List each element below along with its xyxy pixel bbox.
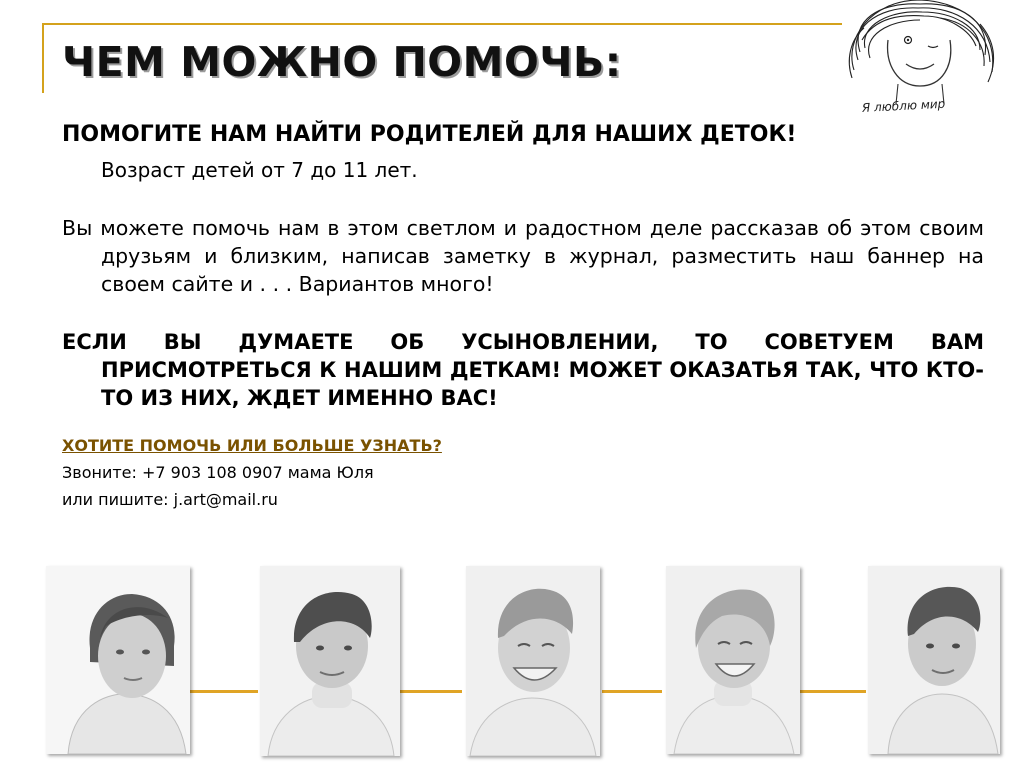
connector-line: [400, 690, 462, 693]
frame-top-line: [42, 23, 842, 25]
slide-content: [62, 120, 984, 512]
connector-line: [602, 690, 662, 693]
child-photo-2: [260, 566, 400, 756]
help-paragraph: Вы можете помочь нам в этом светлом и радостном деле рассказав об этом своим друзьям и близким, написав заметку в журнал, разместить наш баннер на своем сайте и . . . Вариантов много!: [62, 216, 984, 296]
child-photo-4: [666, 566, 800, 754]
phone-line: Звоните: +7 903 108 0907 мама Юля: [62, 463, 374, 482]
age-note: Возраст детей от 7 до 11 лет.: [101, 158, 418, 182]
child-photo-3: [466, 566, 600, 756]
photo-row: [0, 560, 1024, 760]
email-line: или пишите: j.art@mail.ru: [62, 490, 278, 509]
drawing-caption: Я люблю мир: [861, 96, 946, 116]
main-heading: ПОМОГИТЕ НАМ НАЙТИ РОДИТЕЛЕЙ ДЛЯ НАШИХ ДЕТОК!: [62, 122, 797, 147]
child-photo-5: [868, 566, 1000, 754]
slide-title: ЧЕМ МОЖНО ПОМОЧЬ:: [62, 38, 622, 86]
adoption-paragraph: ЕСЛИ ВЫ ДУМАЕТЕ ОБ УСЫНОВЛЕНИИ, ТО СОВЕТУЕМ ВАМ ПРИСМОТРЕТЬСЯ К НАШИМ ДЕТКАМ! МОЖЕТ ОКАЗАТЬЯ ТАК, ЧТО КТО-ТО ИЗ НИХ, ЖДЕТ ИМЕННО ВАС!: [62, 330, 984, 410]
contact-heading: ХОТИТЕ ПОМОЧЬ ИЛИ БОЛЬШЕ УЗНАТЬ?: [62, 436, 442, 455]
child-drawing: [840, 0, 1000, 118]
connector-line: [800, 690, 866, 693]
child-photo-1: [46, 566, 190, 754]
frame-left-line: [42, 23, 44, 93]
connector-line: [188, 690, 258, 693]
